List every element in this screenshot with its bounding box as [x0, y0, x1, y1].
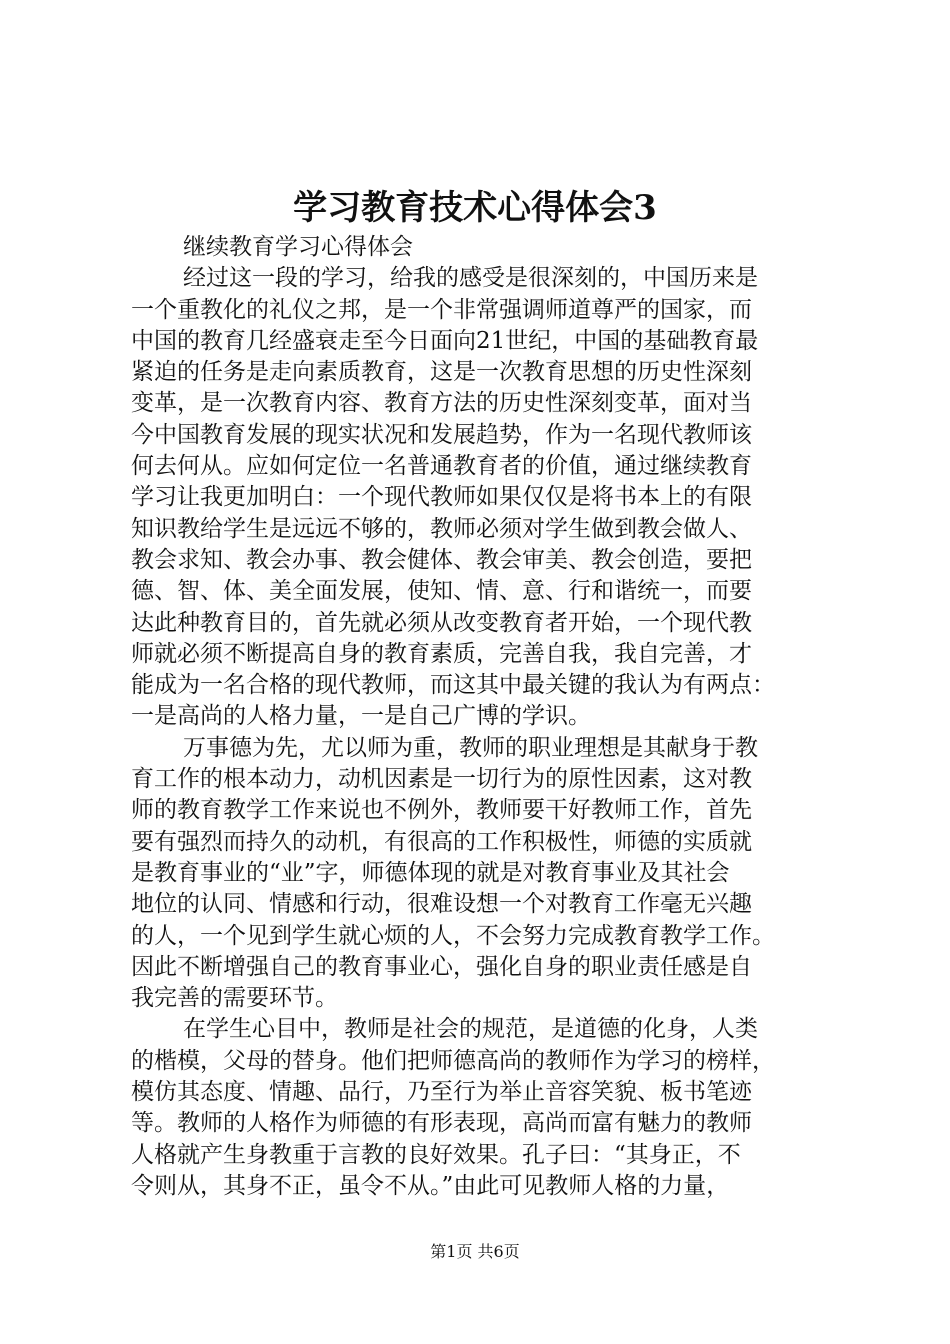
text-line: 知识教给学生是远远不够的，教师必须对学生做到教会做人、	[131, 515, 752, 542]
text-line: 育工作的根本动力，动机因素是一切行为的原性因素，这对教	[131, 766, 752, 793]
text-line: 在学生心目中，教师是社会的规范，是道德的化身，人类	[183, 1016, 758, 1043]
text-line: 我完善的需要环节。	[131, 985, 338, 1012]
text-line: 学习让我更加明白：一个现代教师如果仅仅是将书本上的有限	[131, 484, 752, 511]
text-line: 师就必须不断提高自身的教育素质，完善自我，我自完善，才	[131, 640, 752, 667]
text-line: 模仿其态度、情趣、品行，乃至行为举止音容笑貌、板书笔迹	[131, 1079, 752, 1106]
text-line: 因此不断增强自己的教育事业心，强化自身的职业责任感是自	[131, 953, 752, 980]
text-line: 要有强烈而持久的动机，有很高的工作积极性，师德的实质就	[131, 828, 752, 855]
text-line: 教会求知、教会办事、教会健体、教会审美、教会创造，要把	[131, 546, 752, 573]
text-line: 是教育事业的“业”字，师德体现的就是对教育事业及其社会	[131, 859, 730, 886]
text-line: 师的教育教学工作来说也不例外，教师要干好教师工作，首先	[131, 797, 752, 824]
document-title: 学习教育技术心得体会3	[293, 188, 657, 228]
text-line: 何去何从。应如何定位一名普通教育者的价值，通过继续教育	[131, 453, 752, 480]
page-footer: 第1页 共6页	[430, 1242, 520, 1261]
text-line: 继续教育学习心得体会	[183, 234, 413, 260]
text-line: 令则从，其身不正，虽令不从。”由此可见教师人格的力量，	[131, 1172, 730, 1199]
text-line: 变革，是一次教育内容、教育方法的历史性深刻变革，面对当	[131, 390, 752, 417]
text-line: 德、智、体、美全面发展，使知、情、意、行和谐统一，而要	[131, 578, 752, 605]
text-line: 万事德为先，尤以师为重，教师的职业理想是其献身于教	[183, 734, 758, 761]
text-line: 能成为一名合格的现代教师，而这其中最关键的我认为有两点：	[131, 672, 775, 699]
text-line: 今中国教育发展的现实状况和发展趋势，作为一名现代教师该	[131, 421, 752, 448]
text-line: 达此种教育目的，首先就必须从改变教育者开始，一个现代教	[131, 609, 752, 636]
text-line: 紧迫的任务是走向素质教育，这是一次教育思想的历史性深刻	[131, 359, 752, 386]
text-line: 的人，一个见到学生就心烦的人，不会努力完成教育教学工作。	[131, 922, 775, 949]
text-line: 的楷模，父母的替身。他们把师德高尚的教师作为学习的榜样，	[131, 1047, 775, 1074]
text-line: 人格就产生身教重于言教的良好效果。孔子曰：“其身正，不	[131, 1141, 741, 1168]
text-line: 等。教师的人格作为师德的有形表现，高尚而富有魅力的教师	[131, 1110, 752, 1137]
text-line: 经过这一段的学习，给我的感受是很深刻的，中国历来是	[183, 265, 758, 292]
text-line: 一是高尚的人格力量，一是自己广博的学识。	[131, 703, 591, 730]
text-line: 一个重教化的礼仪之邦，是一个非常强调师道尊严的国家，而	[131, 296, 752, 323]
text-line: 地位的认同、情感和行动，很难设想一个对教育工作毫无兴趣	[131, 891, 752, 918]
document-body	[131, 232, 831, 1202]
text-line: 中国的教育几经盛衰走至今日面向21世纪，中国的基础教育最	[131, 327, 759, 354]
